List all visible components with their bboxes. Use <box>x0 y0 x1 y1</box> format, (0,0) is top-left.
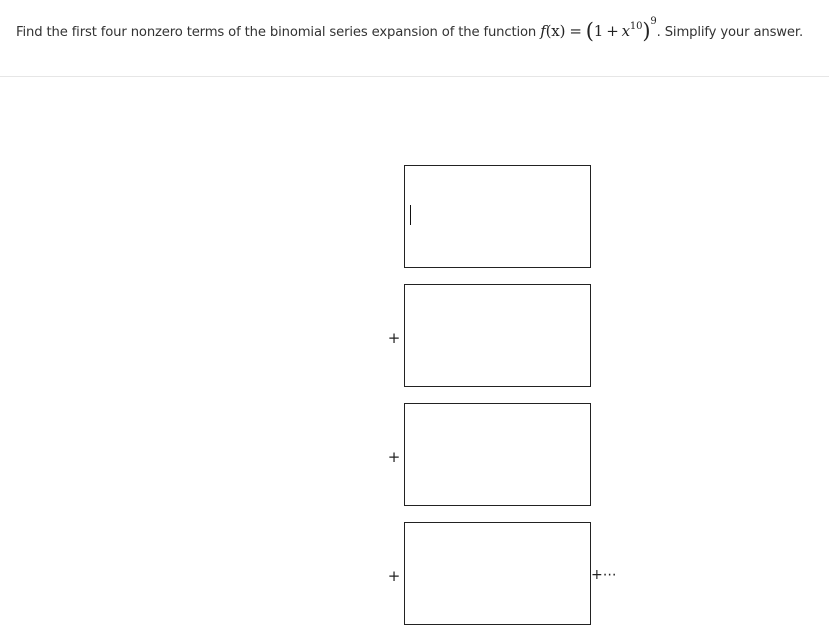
question-suffix: . Simplify your answer. <box>656 25 804 40</box>
plus-sign-2: + <box>387 448 401 466</box>
answer-term-4-input[interactable] <box>404 522 591 625</box>
function-name: f <box>540 22 546 40</box>
variable-x: x <box>621 22 630 40</box>
plus-operator: + <box>606 22 619 40</box>
right-paren: ) <box>642 19 651 43</box>
question-text <box>16 9 803 54</box>
answer-term-2-input[interactable] <box>404 284 591 387</box>
question-prefix: Find the first four nonzero terms of the binomial series expansion of the function <box>16 25 537 40</box>
plus-sign-1: + <box>387 329 401 347</box>
constant-one: 1 <box>593 22 604 40</box>
function-argument: (x) <box>545 22 566 40</box>
left-paren: ( <box>585 19 594 43</box>
outer-exponent: 9 <box>650 16 657 27</box>
inner-exponent: 10 <box>629 21 643 32</box>
plus-sign-3: + <box>387 567 401 585</box>
answer-term-1-input[interactable] <box>404 165 591 268</box>
question-bar <box>0 0 829 77</box>
function-expression <box>540 16 657 43</box>
text-cursor <box>410 205 411 225</box>
answer-term-3-input[interactable] <box>404 403 591 506</box>
equals-sign: = <box>569 22 582 40</box>
series-continuation: +⋯ <box>591 567 617 583</box>
